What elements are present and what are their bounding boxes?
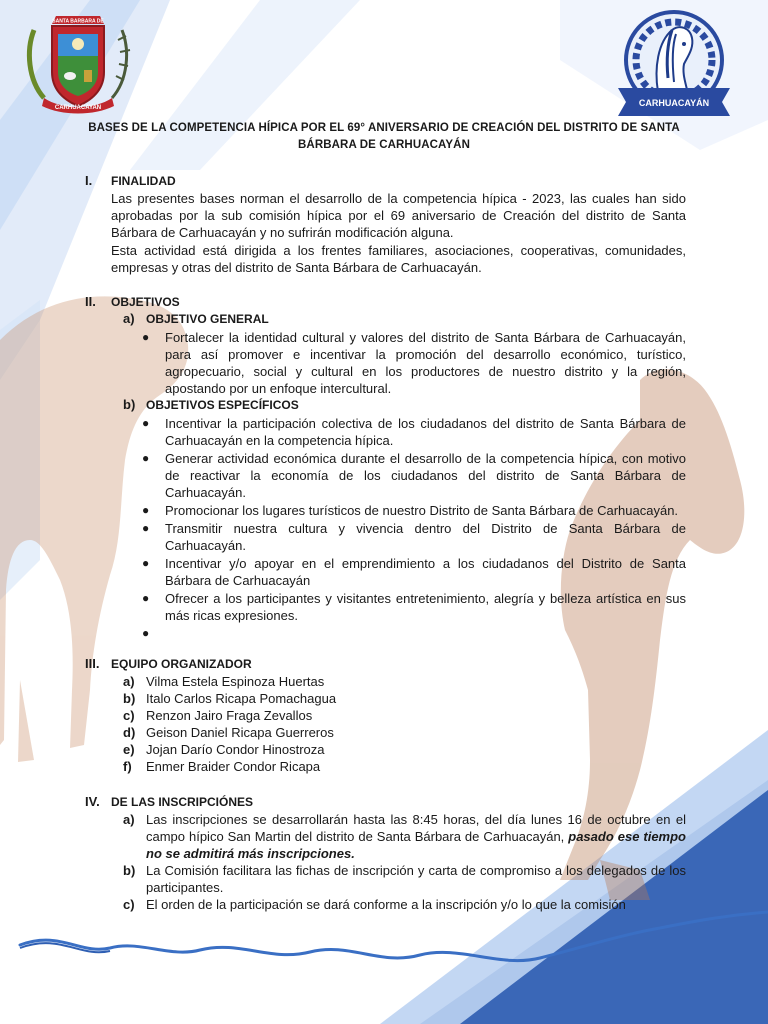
district-coat-of-arms-logo [22,10,134,114]
bullet-icon: ● [142,521,150,535]
list-item: ● Generar actividad económica durante el desarrollo de la competencia hípica, con motivo de reactivar la economía de los ciudadanos del distrito de Santa Bárbara de Carhuacayán. [142,451,686,500]
section-number: III. [85,656,100,671]
bullet-icon: ● [142,416,150,430]
general-objectives-list [142,329,686,398]
list-item: ● Incentivar y/o apoyar en el emprendimiento a los ciudadanos del Distrito de Santa Bárbara de Carhuacayán [142,556,686,588]
logo-left-top-text: SANTA BARBARA DE [52,18,104,25]
organizing-team-list [123,673,686,775]
list-item: ● Ofrecer a los participantes y visitantes entretenimiento, alegría y belleza artística en sus más ricas expresiones. [142,591,686,623]
horse-emblem-logo [610,8,738,120]
section-heading-inscripciones: DE LAS INSCRIPCIÓNES [111,795,254,809]
bullet-icon: ● [142,451,150,465]
list-item: c) El orden de la participación se dará conforme a la inscripción y/o lo que la comisión [123,897,626,912]
registration-rules-list [123,811,687,913]
document-title: BASES DE LA COMPETENCIA HÍPICA POR EL 69° ANIVERSARIO DE CREACIÓN DEL DISTRITO DE SANTA BÁRBARA DE CARHUACAYÁN [88,122,680,151]
list-item: b) Italo Carlos Ricapa Pomachagua [123,691,337,706]
list-item: ● Transmitir nuestra cultura y vivencia dentro del Distrito de Santa Bárbara de Carhuacayán. [142,521,686,553]
paragraph-finalidad-1: Las presentes bases norman el desarrollo de la competencia hípica - 2023, las cuales han sido aprobadas por la sub comisión hípica por el 69 aniversario de Creación del distrito de Santa Bárbara de Carhuacayán y no sufrirán modificación alguna. [111,191,686,240]
bullet-icon: ● [142,556,150,570]
section-heading-objetivos: OBJETIVOS [111,295,180,309]
section-number: IV. [85,794,100,809]
list-item: b) La Comisión facilitara las fichas de inscripción y carta de compromiso a los delegados de los participantes. [123,863,686,895]
subsection-label: a) [123,311,135,326]
subsection-heading-especificos: OBJETIVOS ESPECÍFICOS [146,398,299,412]
list-item [142,625,686,642]
list-item: ● Fortalecer la identidad cultural y valores del distrito de Santa Bárbara de Carhuacayán, para así promover e incentivar la promoción del desarrollo económico, turístico, agropecuario, social y cultural en los productores de nuestro distrito y la región, apostando por un enfoque intercultural. [142,330,686,396]
list-item: a) Vilma Estela Espinoza Huertas [123,674,325,689]
bullet-icon: ● [142,626,150,640]
list-item: ● Incentivar la participación colectiva de los ciudadanos del distrito de Santa Bárbara de Carhuacayán en la competencia hípica. [142,416,686,448]
subsection-heading-general: OBJETIVO GENERAL [146,312,269,326]
specific-objectives-list [142,415,686,643]
logo-left-ribbon-text: CARHUACAYAN [54,105,102,111]
paragraph-finalidad-2: Esta actividad está dirigida a los frentes familiares, asociaciones, cooperativas, comunidades, empresas y otras del distrito de Santa Bárbara de Carhuacayán. [111,243,686,275]
list-item: e) Jojan Darío Condor Hinostroza [123,742,325,757]
bullet-icon: ● [142,330,150,344]
list-item: d) Geison Daniel Ricapa Guerreros [123,725,334,740]
section-number: I. [85,173,93,188]
subsection-label: b) [123,397,136,412]
list-item: f) Enmer Braider Condor Ricapa [123,759,321,774]
list-item: a) Las inscripciones se desarrollarán hasta las 8:45 horas, del día lunes 16 de octubre en el campo hípico San Martin del distrito de Santa Bárbara de Carhuacayán, pasado ese tiempo no se admitirá más inscripciones. [123,812,687,861]
bullet-icon: ● [142,591,150,605]
bullet-icon: ● [142,503,150,517]
list-item: ● Promocionar los lugares turísticos de nuestro Distrito de Santa Bárbara de Carhuacayán. [142,503,679,518]
section-heading-finalidad: FINALIDAD [111,174,176,188]
section-heading-equipo: EQUIPO ORGANIZADOR [111,657,252,671]
logo-right-ribbon-text: CARHUACAYÁN [638,98,710,108]
section-number: II. [85,294,96,309]
list-item: c) Renzon Jairo Fraga Zevallos [123,708,313,723]
